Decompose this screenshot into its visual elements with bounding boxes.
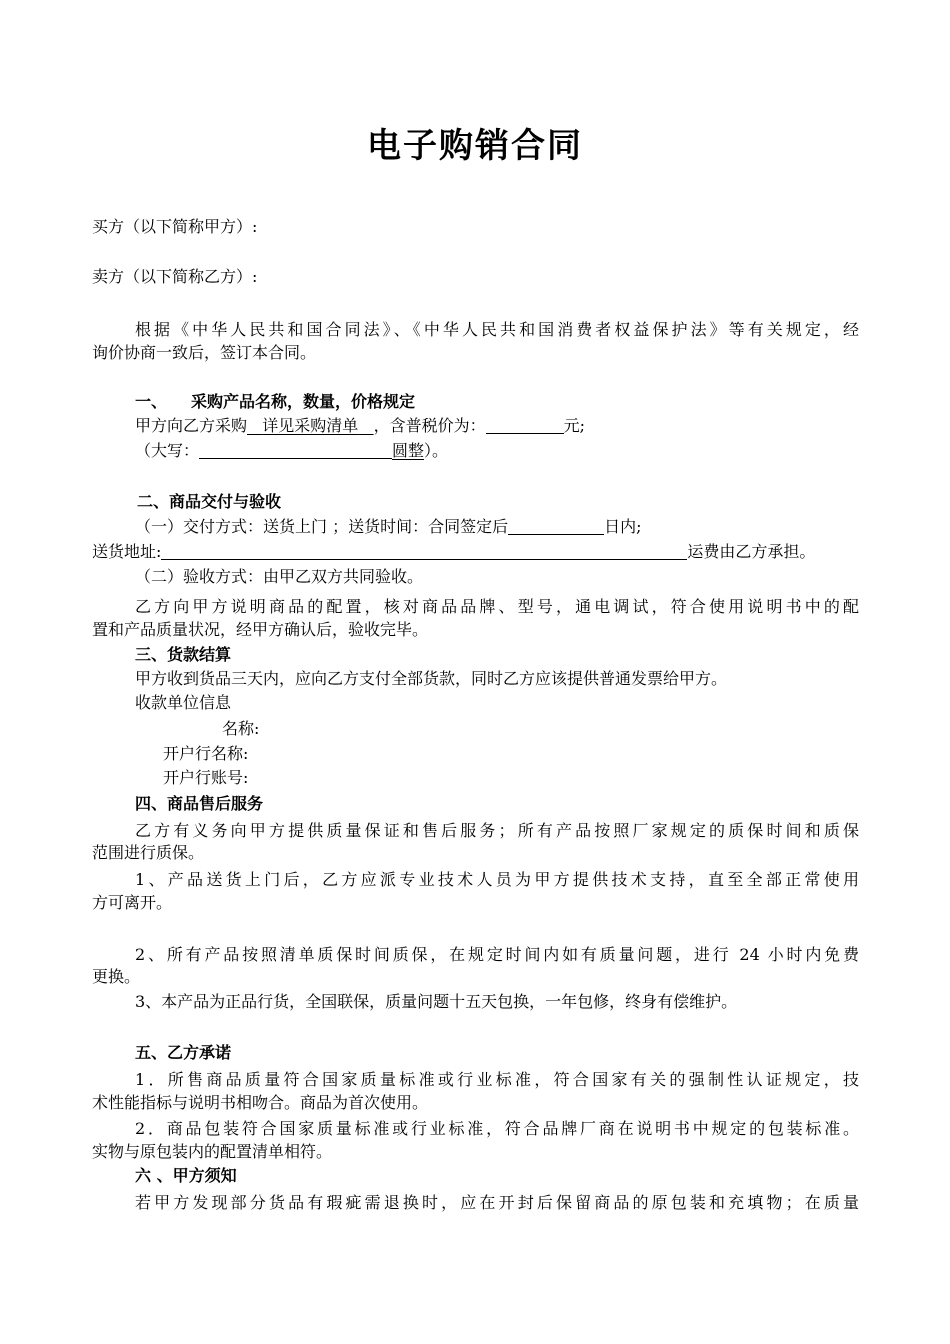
price-blank	[486, 417, 564, 434]
address-blank	[161, 543, 687, 560]
yuan-text: 元;	[563, 416, 585, 435]
daxie-suffix: ）。	[424, 441, 449, 460]
acceptance-line: （二）验收方式：由甲乙双方共同验收。	[135, 567, 424, 586]
seller-line: 卖方（以下简称乙方）:	[92, 267, 258, 286]
daxie-blank	[199, 442, 392, 459]
daxie-prefix: （大写：	[135, 441, 200, 460]
buyer-line: 买方（以下简称甲方）:	[92, 217, 258, 236]
purchase-line	[135, 415, 585, 437]
delivery-line	[135, 516, 642, 538]
section1-heading-num: 一、	[135, 392, 168, 411]
section5-item2-line-2: 实物与原包装内的配置清单相符。	[92, 1142, 333, 1161]
section4-para-line-2: 范围进行质保。	[92, 843, 205, 862]
intro-line-2: 询价协商一致后，签订本合同。	[92, 343, 317, 362]
payment-line: 甲方收到货品三天内，应向乙方支付全部货款，同时乙方应该提供普通发票给甲方。	[135, 669, 728, 688]
bank-account-label: 开户行账号:	[163, 768, 249, 787]
address-suffix: 运费由乙方承担。	[687, 542, 816, 561]
section1-heading-text: 采购产品名称，数量，价格规定	[191, 392, 416, 411]
price-text: ，含普税价为：	[373, 416, 486, 435]
intro-line-1: 根据《中华人民共和国合同法》、《中华人民共和国消费者权益保护法》等有关规定，经	[135, 320, 859, 339]
address-line	[92, 541, 815, 563]
delivery-days-blank	[508, 518, 604, 535]
purchase-prefix: 甲方向乙方采购	[135, 416, 248, 435]
daxie-line	[135, 440, 448, 462]
section6-para-line-1: 若甲方发现部分货品有瑕疵需退换时，应在开封后保留商品的原包装和充填物；在质量	[135, 1193, 859, 1212]
section3-heading: 三、货款结算	[135, 645, 232, 664]
address-prefix: 送货地址:	[92, 542, 162, 561]
section4-heading: 四、商品售后服务	[135, 794, 264, 813]
section4-item3: 3、本产品为正品行货，全国联保，质量问题十五天包换，一年包修，终身有偿维护。	[135, 992, 738, 1011]
purchase-item: 详见采购清单	[262, 416, 359, 435]
section4-item2-line-2: 更换。	[92, 967, 141, 986]
payee-info: 收款单位信息	[135, 693, 232, 712]
delivery-prefix: （一）交付方式：送货上门 ；送货时间：合同签定后	[135, 517, 509, 536]
section5-item1-line-2: 术性能指标与说明书相吻合。商品为首次使用。	[92, 1093, 429, 1112]
section6-heading: 六 、甲方须知	[135, 1166, 237, 1185]
bank-name-label: 开户行名称:	[163, 744, 249, 763]
section5-heading: 五、乙方承诺	[135, 1043, 232, 1062]
section4-para-line-1: 乙方有义务向甲方提供质量保证和售后服务；所有产品按照厂家规定的质保时间和质保	[135, 821, 859, 840]
section5-item1-line-1: 1．所售商品质量符合国家质量标准或行业标准，符合国家有关的强制性认证规定，技	[135, 1070, 859, 1089]
section2-heading: 二、商品交付与验收	[137, 492, 282, 511]
section2-para-line-2: 置和产品质量状况，经甲方确认后，验收完毕。	[92, 620, 429, 639]
section4-item1-line-1: 1、产品送货上门后，乙方应派专业技术人员为甲方提供技术支持，直至全部正常使用	[135, 870, 859, 889]
document-title: 电子购销合同	[367, 126, 583, 166]
section1-heading	[135, 391, 415, 413]
delivery-suffix: 日内;	[604, 517, 642, 536]
section4-item1-line-2: 方可离开。	[92, 893, 173, 912]
payee-name-label: 名称:	[222, 719, 260, 738]
section5-item2-line-1: 2．商品包装符合国家质量标准或行业标准，符合品牌厂商在说明书中规定的包装标准。	[135, 1119, 859, 1138]
yuanzheng-text: 圆整	[392, 441, 425, 460]
section2-para-line-1: 乙方向甲方说明商品的配置，核对商品品牌、型号，通电调试，符合使用说明书中的配	[135, 597, 859, 616]
section4-item2-line-1: 2、所有产品按照清单质保时间质保，在规定时间内如有质量问题，进行 24 小时内免费	[135, 945, 859, 964]
